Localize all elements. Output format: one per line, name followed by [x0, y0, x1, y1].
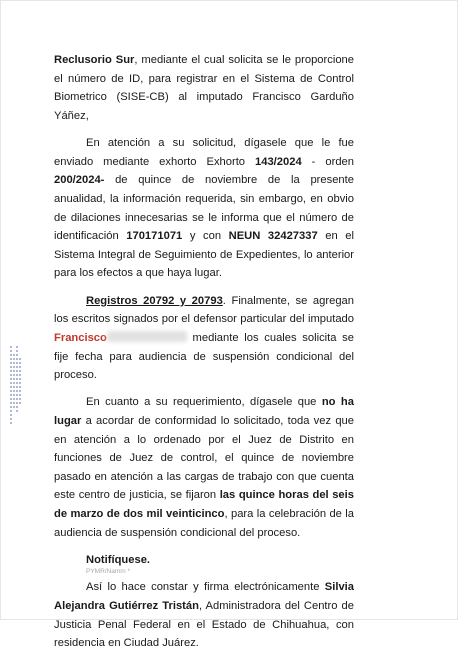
bold-text: Silvia Alejandra Gutiérrez Tristán: [54, 581, 354, 613]
redacted-block: [107, 331, 187, 342]
highlighted-name: Francisco: [54, 331, 107, 344]
paragraph-5: [54, 551, 354, 570]
text: En atención a su solicitud, dígasele que le fue enviado mediante exhorto Exhorto: [54, 137, 354, 168]
side-stamp: [10, 346, 24, 426]
paragraph-1: [54, 51, 354, 125]
paragraph-6: [54, 578, 354, 652]
bold-text: Notifíquese.: [86, 554, 151, 567]
footer-initials: PYMR/Namm *: [86, 568, 131, 575]
text: mediante los cuales solicita se fije fecha para audiencia de suspensión condicional del proceso.: [54, 331, 354, 382]
paragraph-2: [54, 134, 354, 283]
text: en el Sistema Integral de Seguimiento de Expedientes, lo anterior para los efectos a que haya lugar.: [54, 230, 354, 280]
text: En cuanto a su requerimiento, dígasele que: [86, 396, 322, 409]
text: . Finalmente, se agregan los escritos signados por el defensor particular del imputado: [54, 294, 354, 326]
text: de quince de noviembre de la presente anualidad, la información requerida, sin embargo, en obvio de dilaciones innecesarias se le informa que el número de identificación: [54, 174, 354, 243]
text: - orden: [301, 155, 354, 168]
bold-text: 143/2024: [255, 155, 302, 168]
text: Así lo hace constar y firma electrónicamente: [86, 581, 325, 594]
text: a acordar de conformidad lo solicitado, toda vez que en atención a lo ordenado por el Juez de Distrito en funciones de Juez de control, el quince de noviembre pasado en atención a las cargas de trabajo con que cuenta este centro de justicia, se fijaron: [54, 415, 354, 502]
underlined-bold-text: Registros 20792 y 20793: [86, 294, 223, 307]
bold-text: NEUN 32427337: [228, 230, 318, 243]
paragraph-3: [54, 292, 354, 385]
text: , mediante el cual solicita se le proporcione el número de ID, para registrar en el Sistema de Control Biometrico (SISE-CB) al imputado Francisco Garduño Yáñez,: [54, 54, 354, 122]
bold-text: no ha lugar: [54, 396, 354, 428]
bold-text: 200/2024-: [54, 174, 105, 187]
paragraph-4: [54, 393, 354, 542]
text: y con: [182, 230, 229, 243]
bold-text: 170171071: [126, 230, 183, 243]
bold-text: Reclusorio Sur: [54, 54, 135, 66]
bold-text: las quince horas del seis de marzo de dos mil veinticinco: [54, 489, 354, 521]
text: , Administradora del Centro de Justicia Penal Federal en el Estado de Chihuahua, con residencia en Ciudad Juárez.: [54, 600, 354, 650]
text: , para la celebración de la audiencia de suspensión condicional del proceso.: [54, 508, 354, 539]
